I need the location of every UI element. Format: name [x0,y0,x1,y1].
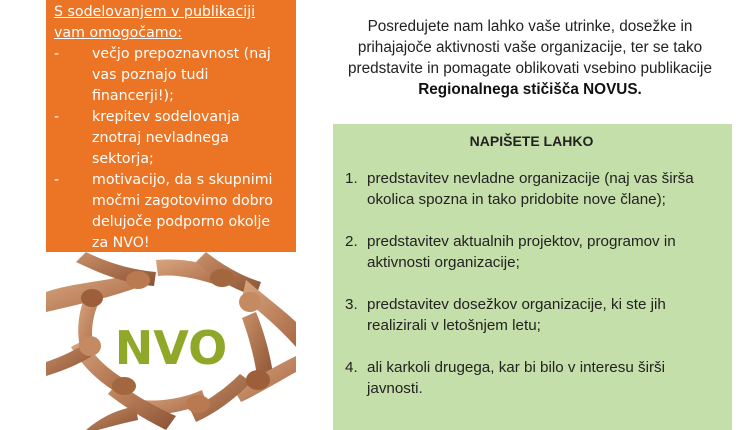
benefits-list [54,44,286,254]
topics-title: NAPIŠETE LAHKO [469,133,594,149]
benefit-item: - večjo prepoznavnost (naj vas poznajo tudi financerji!); [54,44,286,107]
topic-item [345,294,718,336]
topic-text: predstavitev nevladne organizacije (naj vas širša okolica spozna in tako pridobite nove člane); [367,170,694,208]
benefit-item: - motivacijo, da s skupnimi močmi zagotovimo dobro delujoče podporno okolje za NVO! [54,170,286,254]
topic-item [345,168,718,210]
hands-circle-photo [46,252,296,430]
benefit-item: - krepitev sodelovanja znotraj nevladnega sektorja; [54,107,286,170]
right-intro-text: Posredujete nam lahko vaše utrinke, dosežke in prihajajoče aktivnosti vaše organizacije, ter se tako predstavite in pomagate oblikovati vsebino publikacije [348,18,712,77]
topic-number: 2. [345,233,358,250]
benefits-panel [46,0,296,252]
topic-text: predstavitev aktualnih projektov, programov in aktivnosti organizacije; [367,233,676,271]
topic-item [345,357,718,399]
right-intro [330,16,730,100]
topic-number: 1. [345,170,358,187]
benefits-intro: S sodelovanjem v publikaciji vam omogočamo: [54,4,256,41]
hands-circle-illustration [46,252,296,430]
topic-text: predstavitev dosežkov organizacije, ki ste jih realizirali v letošnjem letu; [367,296,666,334]
topic-number: 4. [345,359,358,376]
nvo-logo: NVO [114,321,228,375]
topic-text: ali karkoli drugega, kar bi bilo v interesu širši javnosti. [367,359,665,397]
topics-panel [333,124,732,430]
topics-list [345,168,718,399]
topic-number: 3. [345,296,358,313]
right-intro-bold: Regionalnega stičišča NOVUS. [418,81,642,98]
topic-item [345,231,718,273]
